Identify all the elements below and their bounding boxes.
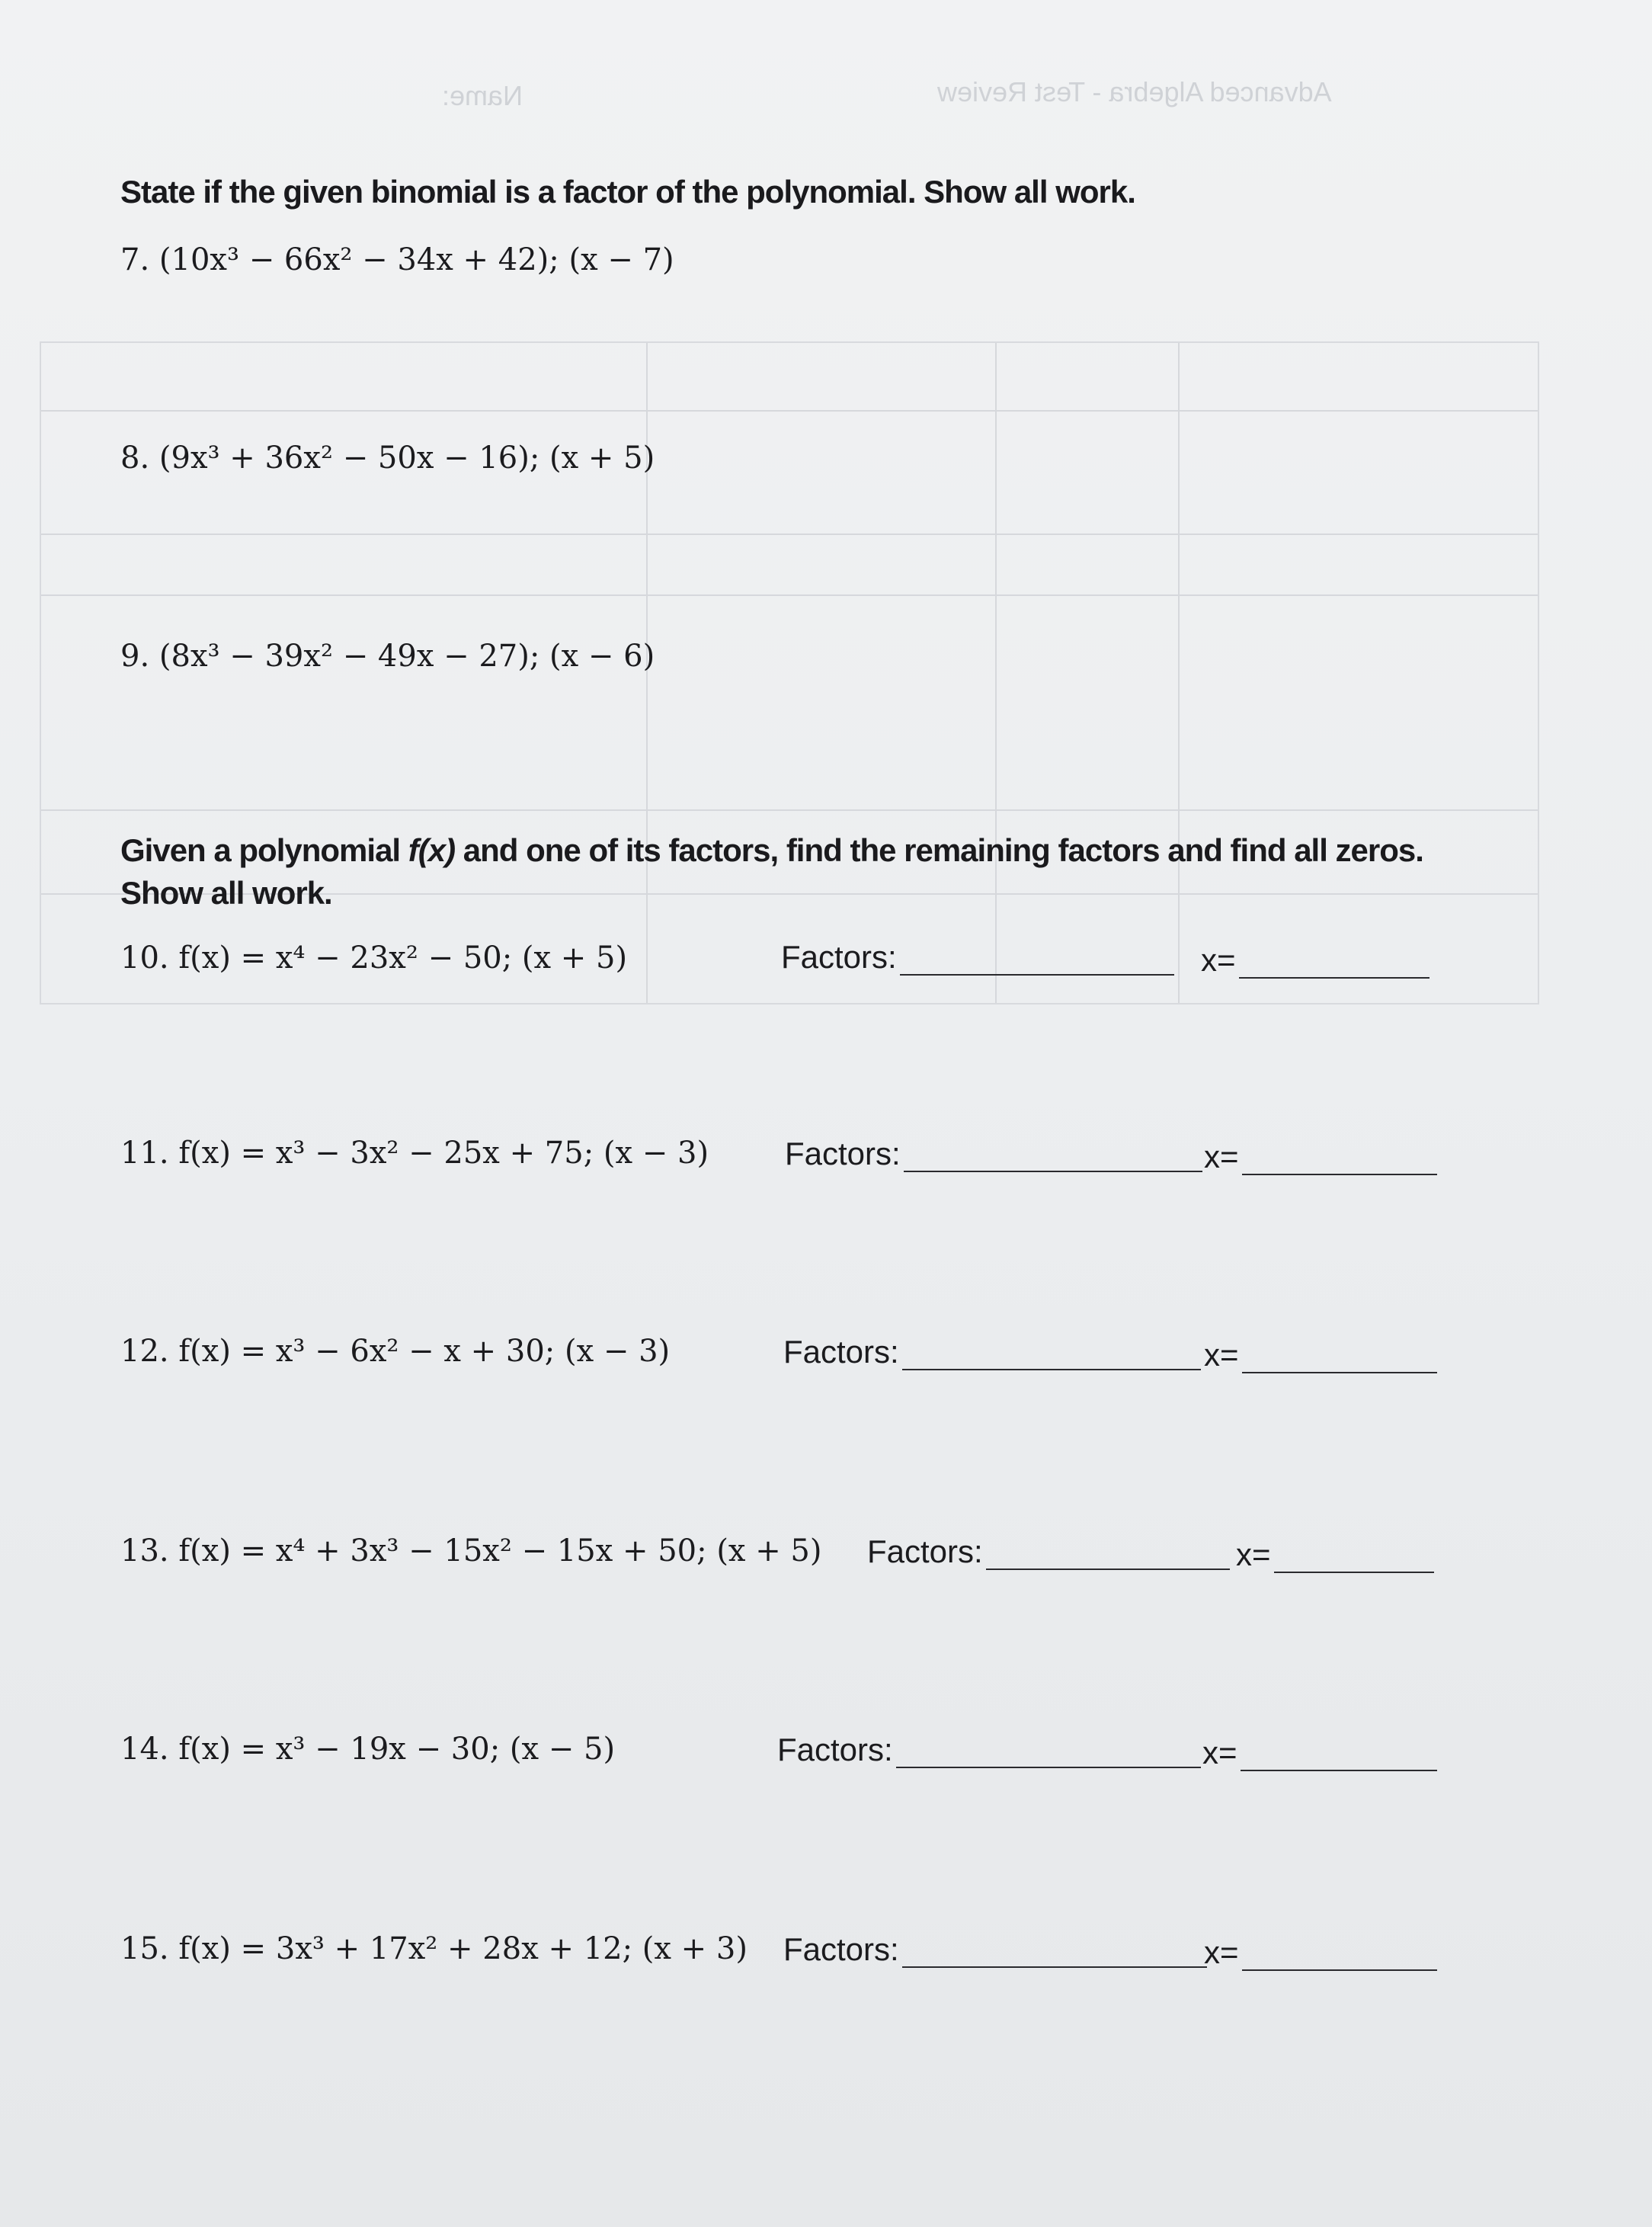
- problem-10: 10. f(x) = x⁴ − 23x² − 50; (x + 5): [120, 940, 628, 976]
- zeros-blank[interactable]: [1239, 950, 1429, 979]
- zeros-answer-13[interactable]: x=: [1236, 1536, 1434, 1573]
- factors-answer-13[interactable]: Factors:: [867, 1533, 1230, 1570]
- zeros-answer-11[interactable]: x=: [1204, 1139, 1437, 1175]
- factors-blank[interactable]: [904, 1143, 1202, 1172]
- factors-answer-11[interactable]: Factors:: [785, 1136, 1202, 1172]
- problem-11: 11. f(x) = x³ − 3x² − 25x + 75; (x − 3): [120, 1136, 709, 1171]
- problem-12: 12. f(x) = x³ − 6x² − x + 30; (x − 3): [120, 1334, 671, 1369]
- factors-answer-10[interactable]: Factors:: [781, 939, 1174, 976]
- zeros-answer-10[interactable]: x=: [1201, 942, 1429, 979]
- factors-answer-12[interactable]: Factors:: [783, 1334, 1201, 1370]
- problem-9: 9. (8x³ − 39x² − 49x − 27); (x − 6): [120, 639, 655, 674]
- section1-instruction: State if the given binomial is a factor of the polynomial. Show all work.: [120, 174, 1135, 210]
- factors-blank[interactable]: [902, 1341, 1201, 1370]
- problem-14: 14. f(x) = x³ − 19x − 30; (x − 5): [120, 1732, 616, 1767]
- zeros-answer-14[interactable]: x=: [1202, 1735, 1437, 1771]
- factors-blank[interactable]: [902, 1939, 1207, 1968]
- bleed-through-name: Name:: [442, 80, 523, 111]
- factors-blank[interactable]: [896, 1739, 1201, 1768]
- factors-blank[interactable]: [900, 947, 1174, 976]
- zeros-blank[interactable]: [1241, 1742, 1437, 1771]
- section2-instruction: Given a polynomial f(x) and one of its factors, find the remaining factors and find all zeros. Show all work.: [120, 832, 1423, 911]
- zeros-blank[interactable]: [1274, 1544, 1434, 1573]
- problem-13: 13. f(x) = x⁴ + 3x³ − 15x² − 15x + 50; (x + 5): [120, 1533, 822, 1569]
- problem-7: 7. (10x³ − 66x² − 34x + 42); (x − 7): [120, 242, 674, 277]
- factors-blank[interactable]: [986, 1541, 1230, 1570]
- zeros-answer-12[interactable]: x=: [1204, 1337, 1437, 1373]
- zeros-blank[interactable]: [1242, 1344, 1437, 1373]
- zeros-answer-15[interactable]: x=: [1204, 1934, 1437, 1971]
- problem-8: 8. (9x³ + 36x² − 50x − 16); (x + 5): [120, 441, 655, 476]
- problem-15: 15. f(x) = 3x³ + 17x² + 28x + 12; (x + 3): [120, 1931, 748, 1966]
- factors-answer-15[interactable]: Factors:: [783, 1931, 1207, 1968]
- factors-answer-14[interactable]: Factors:: [777, 1732, 1201, 1768]
- zeros-blank[interactable]: [1242, 1942, 1437, 1971]
- zeros-blank[interactable]: [1242, 1146, 1437, 1175]
- bleed-through-header: Advanced Algebra - Test Review: [937, 76, 1332, 107]
